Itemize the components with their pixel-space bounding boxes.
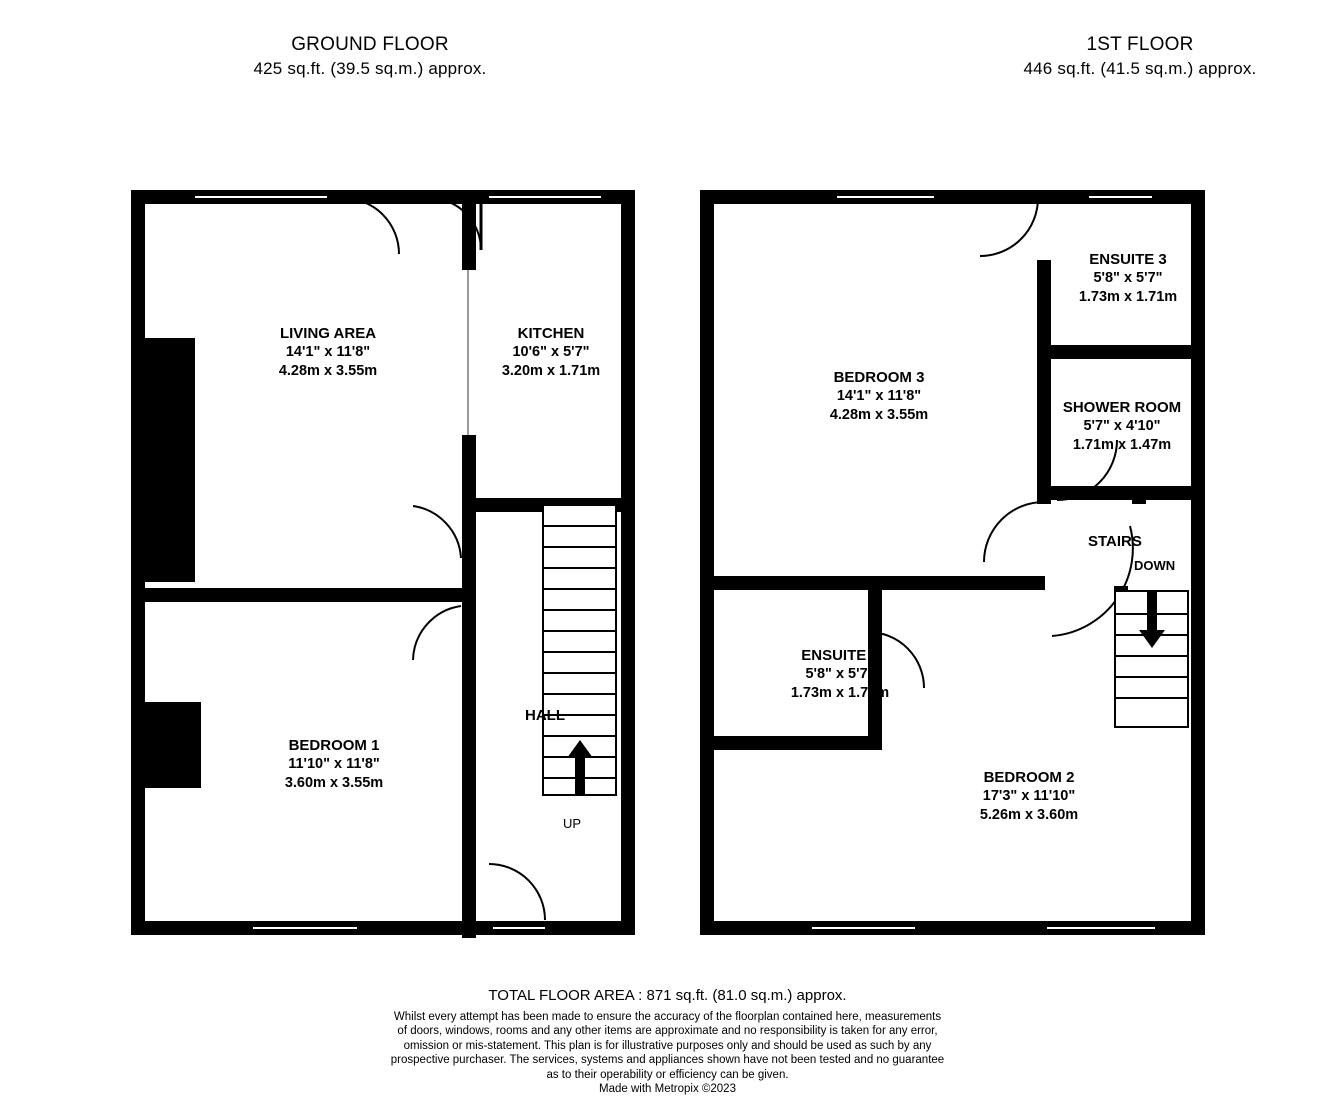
room-name: LIVING AREA xyxy=(279,325,377,342)
ground-floor-area: 425 sq.ft. (39.5 sq.m.) approx. xyxy=(253,59,487,78)
wall-left xyxy=(700,190,714,935)
room-label-bedroom-2 xyxy=(900,768,1158,825)
disclaimer-line-4: prospective purchaser. The services, systems and appliances shown have not been tested and no guarantee xyxy=(390,1054,945,1067)
wall-living-bedroom1 xyxy=(145,588,476,602)
room-dim-imperial: 5'8" x 5'7" xyxy=(1093,270,1163,286)
room-dim-metric: 3.20m x 1.71m xyxy=(501,363,601,379)
room-dim-imperial: 5'8" x 5'7" xyxy=(805,666,875,682)
stairs-up-arrow xyxy=(563,740,597,796)
ground-floor-title xyxy=(210,33,530,80)
door-swing-living-hall xyxy=(343,198,413,260)
room-dim-imperial: 11'10" x 11'8" xyxy=(288,756,380,772)
room-dim-metric: 1.71m x 1.47m xyxy=(1072,437,1172,453)
total-floor-area: TOTAL FLOOR AREA : 871 sq.ft. (81.0 sq.m.) approx. xyxy=(488,987,847,1004)
room-label-shower-room xyxy=(1040,398,1204,455)
room-name: ENSUITE 3 xyxy=(1089,251,1167,268)
window-bottom-bedroom2-right xyxy=(1047,921,1155,935)
room-name: BEDROOM 3 xyxy=(833,369,925,386)
metropix-credit: Made with Metropix ©2023 xyxy=(599,1083,736,1096)
wall-ensuite2-bottom xyxy=(700,736,882,750)
room-label-hall: HALL xyxy=(525,707,565,724)
disclaimer-line-5: as to their operability or efficiency can be given. xyxy=(546,1068,789,1081)
room-dim-metric: 1.73m x 1.71m xyxy=(790,685,890,701)
ground-floor-plan xyxy=(131,190,635,935)
room-dim-imperial: 5'7" x 4'10" xyxy=(1083,418,1161,434)
stairs-down-label: DOWN xyxy=(1134,558,1176,573)
door-swing-bedroom3-landing xyxy=(984,502,1054,578)
room-label-bedroom-1 xyxy=(205,736,463,793)
room-dim-metric: 3.60m x 3.55m xyxy=(284,775,384,791)
stairs-label: STAIRS xyxy=(1088,533,1142,550)
first-floor-title xyxy=(980,33,1300,80)
wall-ensuite3-shower xyxy=(1037,345,1205,359)
room-dim-imperial: 10'6" x 5'7" xyxy=(512,344,590,360)
disclaimer-line-3: omission or mis-statement. This plan is for illustrative purposes only and should be used as such by any xyxy=(403,1039,932,1052)
window-top-kitchen xyxy=(489,190,601,204)
room-dim-metric: 5.26m x 3.60m xyxy=(979,807,1079,823)
room-label-ensuite-3 xyxy=(1052,250,1204,307)
room-label-kitchen xyxy=(471,324,631,381)
room-name: ENSUITE 2 xyxy=(801,647,879,664)
wall-shower-door-post xyxy=(1132,486,1146,504)
window-top-living xyxy=(195,190,327,204)
room-dim-imperial: 14'1" x 11'8" xyxy=(285,344,371,360)
room-name: BEDROOM 2 xyxy=(983,769,1075,786)
wall-bedroom3-bottom xyxy=(700,576,1045,590)
room-label-ensuite-2 xyxy=(711,646,969,703)
disclaimer-line-1: Whilst every attempt has been made to ensure the accuracy of the floorplan contained here, measurements xyxy=(393,1011,942,1023)
room-name: KITCHEN xyxy=(517,325,585,342)
door-swing-bedroom3-top xyxy=(980,198,1050,270)
room-dim-metric: 1.73m x 1.71m xyxy=(1078,289,1178,305)
opening-kitchen-living xyxy=(467,270,469,435)
disclaimer-line-2: of doors, windows, rooms and any other items are approximate and no responsibility is taken for any error, xyxy=(397,1025,938,1038)
first-floor-area: 446 sq.ft. (41.5 sq.m.) approx. xyxy=(1023,59,1257,78)
room-dim-imperial: 14'1" x 11'8" xyxy=(836,388,922,404)
disclaimer xyxy=(0,1010,1335,1096)
window-top-ensuite3 xyxy=(1089,190,1152,204)
first-floor-plan xyxy=(700,190,1205,935)
room-name: SHOWER ROOM xyxy=(1062,399,1182,416)
first-floor-title-text: 1ST FLOOR xyxy=(1086,34,1194,55)
room-dim-imperial: 17'3" x 11'10" xyxy=(982,788,1076,804)
room-label-living-area xyxy=(199,324,457,381)
wall-left xyxy=(131,190,145,935)
window-top-bedroom3 xyxy=(837,190,934,204)
room-label-bedroom-3 xyxy=(750,368,1008,425)
door-swing-hall-bedroom1 xyxy=(413,606,479,696)
door-swing-hall-living xyxy=(413,502,479,568)
stairs-down-arrow xyxy=(1135,592,1169,648)
wall-recess-bedroom1 xyxy=(145,702,201,788)
wall-recess-living xyxy=(145,338,195,582)
stairs-up-label: UP xyxy=(563,816,582,831)
ground-floor-title-text: GROUND FLOOR xyxy=(291,34,449,55)
window-bottom-bedroom2-left xyxy=(812,921,915,935)
room-dim-metric: 4.28m x 3.55m xyxy=(829,407,929,423)
room-name: BEDROOM 1 xyxy=(288,737,380,754)
window-bottom-bedroom1 xyxy=(253,921,357,935)
wall-right xyxy=(621,190,635,935)
door-swing-front-entrance xyxy=(481,864,561,928)
room-dim-metric: 4.28m x 3.55m xyxy=(278,363,378,379)
